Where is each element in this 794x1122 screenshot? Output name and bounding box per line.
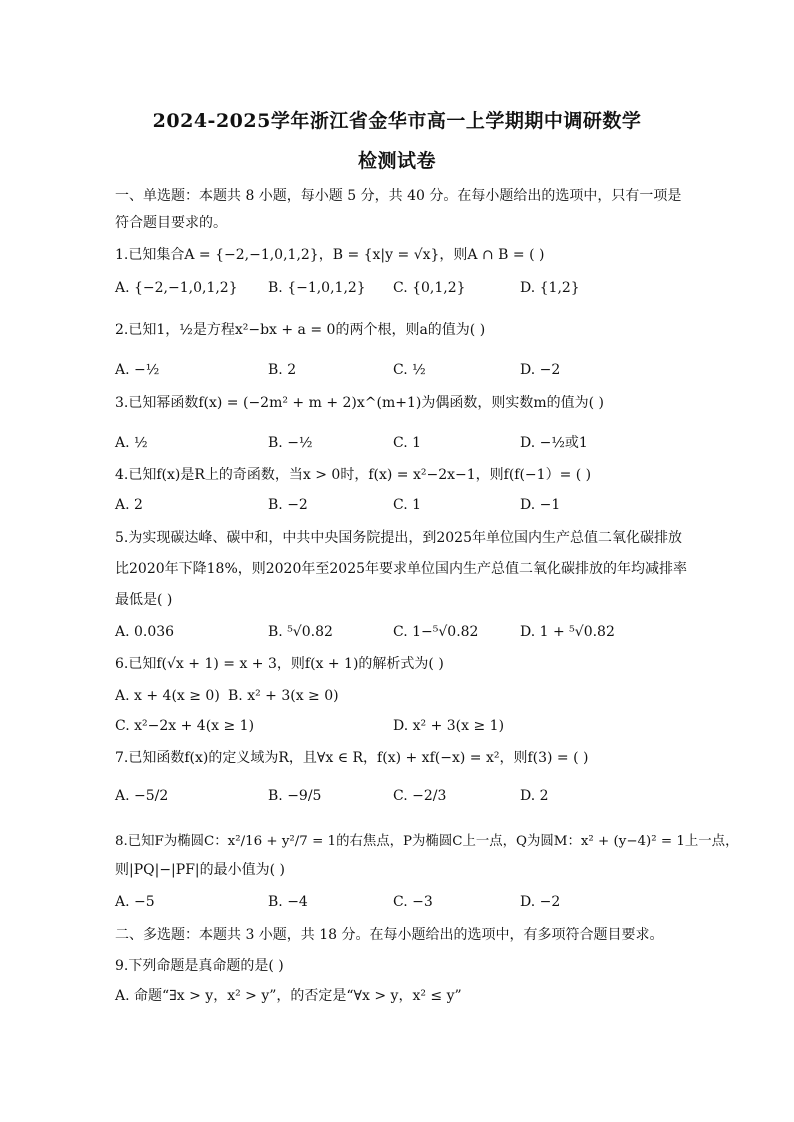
question-1-option-b: B. {−1,0,1,2} [268,280,366,296]
question-5-option-c: C. 1−⁵√0.82 [393,624,479,640]
question-8-option-a: A. −5 [115,894,155,910]
exam-title-line2: 检测试卷 [357,150,436,172]
question-6-option-a: A. x + 4(x ≥ 0) [115,688,220,704]
question-9-stem: 9.下列命题是真命题的是( ) [115,958,284,974]
question-5-stem-end: 最低是( ) [115,592,173,608]
section2-intro: 二、多选题：本题共 3 小题，共 18 分。在每小题给出的选项中，有多项符合题目要求。 [115,927,664,943]
question-2-option-c: C. ½ [393,362,426,378]
question-3-option-a: A. ½ [115,435,148,451]
question-2-stem: 2.已知1，½是方程x²−bx + a = 0的两个根，则a的值为( ) [115,322,486,338]
question-2-option-a: A. −½ [115,362,160,378]
question-4-option-d: D. −1 [520,497,561,513]
question-1-option-c: C. {0,1,2} [393,280,466,296]
question-8-option-d: D. −2 [520,894,561,910]
question-5-stem: 5.为实现碳达峰、碳中和，中共中央国务院提出，到2025年单位国内生产总值二氧化碳排放 [115,530,682,546]
question-4-option-c: C. 1 [393,497,422,513]
section1-intro: 一、单选题：本题共 8 小题，每小题 5 分，共 40 分。在每小题给出的选项中，只有一项是 [115,188,682,204]
question-5-option-b: B. ⁵√0.82 [268,624,333,640]
question-7-option-c: C. −2/3 [393,788,447,804]
question-5-option-a: A. 0.036 [115,624,175,640]
question-7-option-a: A. −5/2 [115,788,169,804]
question-2-option-d: D. −2 [520,362,561,378]
question-8-stem: 8.已知F为椭圆C：x²/16 + y²/7 = 1的右焦点，P为椭圆C上一点，Q为圆M：x² + (y−4)² = 1上一点， [115,834,739,849]
question-4-option-a: A. 2 [115,497,143,513]
question-6-option-d: D. x² + 3(x ≥ 1) [393,718,505,734]
question-3-option-c: C. 1 [393,435,422,451]
question-1-stem: 1.已知集合A = {−2,−1,0,1,2}，B = {x|y = √x}，则A ∩ B = ( ) [115,247,545,263]
question-7-option-b: B. −9/5 [268,788,322,804]
question-2-option-b: B. 2 [268,362,297,378]
question-9-option-a: A. 命题“∃x > y，x² > y”，的否定是“∀x > y，x² ≤ y” [115,988,462,1004]
question-7-stem: 7.已知函数f(x)的定义域为R，且∀x ∈ R，f(x) + xf(−x) = x²，则f(3) = ( ) [115,750,589,766]
question-8-option-b: B. −4 [268,894,308,910]
question-8-stem-cont: 则|PQ|−|PF|的最小值为( ) [115,862,286,878]
question-3-option-b: B. −½ [268,435,313,451]
question-1-option-a: A. {−2,−1,0,1,2} [115,280,238,296]
question-4-option-b: B. −2 [268,497,308,513]
question-3-stem: 3.已知幂函数f(x) = (−2m² + m + 2)x^(m+1)为偶函数，则实数m的值为( ) [115,395,604,411]
question-6-option-c: C. x²−2x + 4(x ≥ 1) [115,718,255,734]
question-5-option-d: D. 1 + ⁵√0.82 [520,624,615,640]
question-4-stem: 4.已知f(x)是R上的奇函数，当x > 0时，f(x) = x²−2x−1，则f(f(−1）= ( ) [115,467,592,483]
question-5-stem-cont: 比2020年下降18%，则2020年至2025年要求单位国内生产总值二氧化碳排放的年均减排率 [115,561,688,577]
section1-intro-cont: 符合题目要求的。 [115,215,227,231]
question-7-option-d: D. 2 [520,788,549,804]
question-8-option-c: C. −3 [393,894,433,910]
question-6-option-b: B. x² + 3(x ≥ 0) [228,688,339,704]
question-1-option-d: D. {1,2} [520,280,580,296]
exam-title-line1: 2024-2025学年浙江省金华市高一上学期期中调研数学 [152,110,642,132]
question-3-option-d: D. −½或1 [520,435,588,451]
question-6-stem: 6.已知f(√x + 1) = x + 3，则f(x + 1)的解析式为( ) [115,656,444,672]
